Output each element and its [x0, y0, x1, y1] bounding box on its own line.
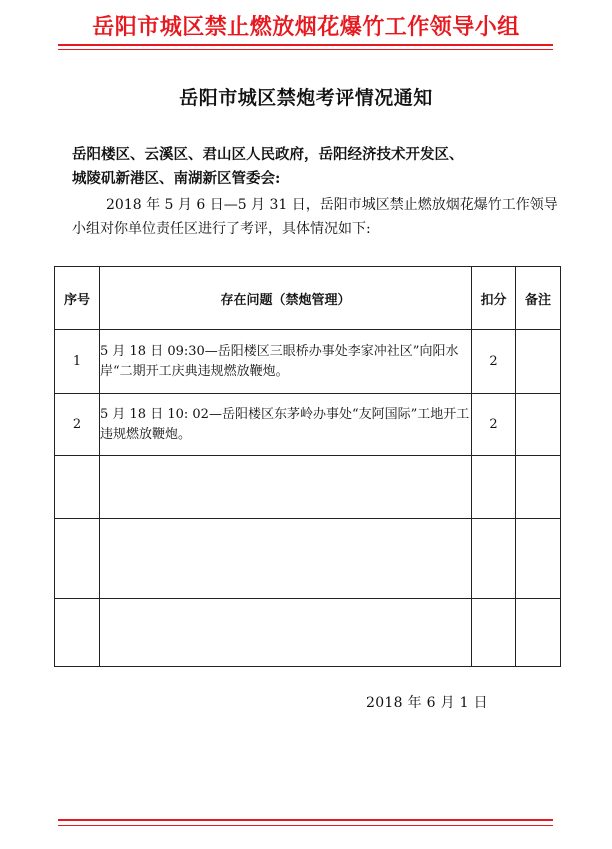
addressee: [72, 143, 552, 191]
row-remark: [516, 519, 561, 599]
row-issue: [100, 456, 472, 519]
row-no: [55, 599, 100, 667]
letterhead-rule-top: [58, 44, 553, 46]
row-deduct: 2: [472, 394, 516, 456]
row-no: [55, 456, 100, 519]
row-no: 1: [55, 330, 100, 394]
letterhead-rule-bottom: [58, 49, 553, 50]
row-issue: 5 月 18 日 09:30—岳阳楼区三眼桥办事处李家冲社区”向阳水岸“二期开工庆典违规燃放鞭炮。: [100, 330, 472, 394]
row-deduct: [472, 599, 516, 667]
row-remark: [516, 456, 561, 519]
addressee-line-2: 城陵矶新港区、南湖新区管委会:: [72, 170, 281, 187]
row-no: 2: [55, 394, 100, 456]
header-remark: 备注: [516, 267, 561, 330]
intro-paragraph: 2018 年 5 月 6 日—5 月 31 日，岳阳市城区禁止燃放烟花爆竹工作领导小组对你单位责任区进行了考评，具体情况如下:: [72, 197, 558, 237]
row-remark: [516, 330, 561, 394]
table-header-row: [55, 267, 561, 330]
table-row: [55, 330, 561, 394]
row-remark: [516, 394, 561, 456]
footer-rule-bottom: [58, 825, 553, 826]
row-remark: [516, 599, 561, 667]
header-issue: 存在问题（禁炮管理）: [100, 267, 472, 330]
row-deduct: [472, 519, 516, 599]
document-title: 岳阳市城区禁炮考评情况通知: [179, 87, 433, 109]
row-deduct: [472, 456, 516, 519]
row-issue: [100, 519, 472, 599]
row-deduct: 2: [472, 330, 516, 394]
row-issue: [100, 599, 472, 667]
header-no: 序号: [55, 267, 100, 330]
footer-rule-top: [58, 819, 553, 821]
signature-date: 2018 年 6 月 1 日: [366, 695, 488, 711]
letterhead-title: 岳阳市城区禁止燃放烟花爆竹工作领导小组: [92, 15, 520, 40]
row-no: [55, 519, 100, 599]
row-issue: 5 月 18 日 10: 02—岳阳楼区东茅岭办事处“友阿国际”工地开工违规燃放鞭炮。: [100, 394, 472, 456]
header-deduct: 扣分: [472, 267, 516, 330]
table-row: [55, 456, 561, 519]
table-row: [55, 519, 561, 599]
table-row: [55, 394, 561, 456]
evaluation-table: [54, 266, 561, 667]
addressee-line-1: 岳阳楼区、云溪区、君山区人民政府，岳阳经济技术开发区、: [72, 146, 464, 163]
table-row: [55, 599, 561, 667]
